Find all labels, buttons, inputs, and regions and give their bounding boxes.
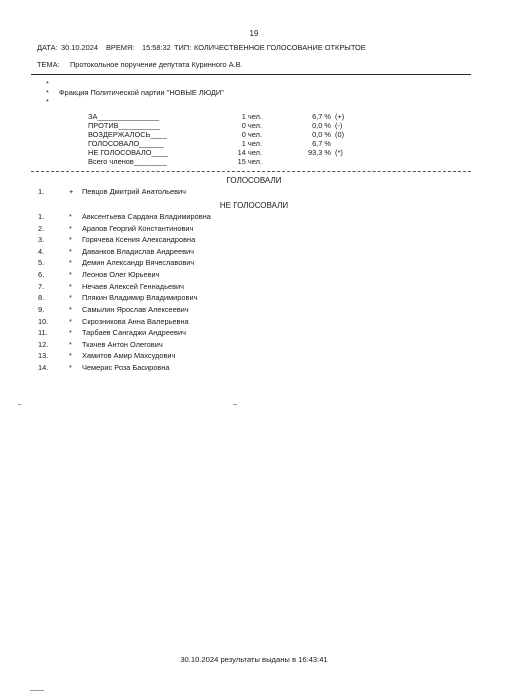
list-item [0, 352, 509, 362]
scan-speck [233, 404, 237, 405]
result-label: ПРОТИВ__________ [88, 121, 160, 130]
list-item-mark: * [69, 235, 72, 244]
list-item [0, 259, 509, 269]
list-item-name: Леонов Олег Юрьевич [82, 270, 160, 279]
list-item-mark: * [69, 340, 72, 349]
list-item-number: 4. [38, 247, 45, 256]
list-item [0, 294, 509, 304]
list-item-name: Арапов Георгий Константинович [82, 224, 194, 233]
list-item-number: 11. [38, 328, 48, 337]
result-count: 0 чел. [241, 130, 262, 139]
list-item-mark: * [69, 328, 72, 337]
list-item [0, 213, 509, 223]
list-item [0, 306, 509, 316]
list-item-mark: * [69, 317, 72, 326]
result-label: Всего членов________ [88, 157, 167, 166]
list-item-name: Тарбаев Сангаджи Андреевич [82, 328, 186, 337]
faction-star-top: * [46, 79, 49, 88]
result-count: 1 чел. [241, 112, 262, 121]
result-mark: (0) [335, 130, 345, 139]
type-value: КОЛИЧЕСТВЕННОЕ ГОЛОСОВАНИЕ ОТКРЫТОЕ [194, 43, 366, 52]
list-item-mark: + [69, 187, 74, 196]
list-item-mark: * [69, 351, 72, 360]
list-item-number: 9. [38, 305, 45, 314]
list-item-number: 13. [38, 351, 49, 360]
list-item-name: Горячева Ксения Александровна [82, 235, 196, 244]
scan-speck [30, 690, 44, 691]
voted-heading: ГОЛОСОВАЛИ [226, 176, 282, 185]
list-item [0, 248, 509, 258]
date-label: ДАТА: [37, 43, 58, 52]
list-item [0, 271, 509, 281]
list-item [0, 188, 509, 198]
list-item-name: Скрозникова Анна Валерьевна [82, 317, 189, 326]
list-item-name: Плякин Владимир Владимирович [82, 293, 198, 302]
list-item-mark: * [69, 212, 72, 221]
list-item-number: 10. [38, 317, 49, 326]
result-label: НЕ ГОЛОСОВАЛО____ [88, 148, 168, 157]
list-item [0, 364, 509, 374]
list-item-name: Демин Александр Вячеславович [82, 258, 195, 267]
result-mark: (+) [335, 112, 345, 121]
result-label: ГОЛОСОВАЛО______ [88, 139, 164, 148]
result-percent: 0,0 % [312, 121, 331, 130]
result-mark: (-) [335, 121, 343, 130]
result-percent: 6,7 % [312, 112, 331, 121]
result-label: ЗА_______________ [88, 112, 160, 121]
type-label: ТИП: [174, 43, 192, 52]
faction-title: Фракция Политической партии "НОВЫЕ ЛЮДИ" [59, 88, 224, 97]
result-percent: 6,7 % [312, 139, 331, 148]
list-item [0, 236, 509, 246]
list-item-name: Нечаев Алексей Геннадьевич [82, 282, 184, 291]
not-voted-heading: НЕ ГОЛОСОВАЛИ [219, 201, 289, 210]
result-label: ВОЗДЕРЖАЛОСЬ____ [88, 130, 167, 139]
theme-label: ТЕМА: [37, 60, 60, 69]
list-item-number: 2. [38, 224, 45, 233]
faction-star-bottom: * [46, 97, 49, 106]
result-mark: (*) [335, 148, 343, 157]
list-item-number: 12. [38, 340, 49, 349]
list-item-mark: * [69, 305, 72, 314]
result-percent: 93,3 % [307, 148, 331, 157]
list-item-number: 1. [38, 212, 45, 221]
scan-speck [18, 404, 21, 405]
list-item [0, 318, 509, 328]
list-item-number: 8. [38, 293, 45, 302]
list-item-name: Самылин Ярослав Алексеевич [82, 305, 189, 314]
list-item-name: Авксентьева Сардана Владимировна [82, 212, 211, 221]
date-value: 30.10.2024 [61, 43, 98, 52]
list-item-mark: * [69, 293, 72, 302]
footer-issued: 30.10.2024 результаты выданы в 16:43:41 [180, 655, 328, 664]
result-count: 15 чел. [237, 157, 262, 166]
list-item-mark: * [69, 247, 72, 256]
result-count: 1 чел. [241, 139, 262, 148]
list-item-name: Ткачев Антон Олегович [82, 340, 163, 349]
list-item-number: 5. [38, 258, 45, 267]
list-item-mark: * [69, 224, 72, 233]
page-number: 19 [249, 29, 259, 38]
results-row [0, 158, 509, 168]
time-label: ВРЕМЯ: [106, 43, 135, 52]
list-item-name: Хамитов Амир Махсудович [82, 351, 176, 360]
list-item-name: Чемерис Роза Басировна [82, 363, 170, 372]
list-item-number: 3. [38, 235, 45, 244]
list-item-number: 6. [38, 270, 45, 279]
result-percent: 0,0 % [312, 130, 331, 139]
theme-value: Протокольное поручение депутата Куринного А.В. [70, 60, 243, 69]
results-rule [31, 171, 471, 172]
faction-star-mid: * [46, 88, 49, 97]
list-item [0, 283, 509, 293]
result-count: 14 чел. [237, 148, 262, 157]
list-item-number: 7. [38, 282, 45, 291]
result-count: 0 чел. [241, 121, 262, 130]
list-item-mark: * [69, 270, 72, 279]
list-item-number: 1. [38, 187, 45, 196]
list-item-mark: * [69, 258, 72, 267]
list-item-mark: * [69, 282, 72, 291]
time-value: 15:58:32 [142, 43, 171, 52]
list-item-mark: * [69, 363, 72, 372]
list-item-name: Даванков Владислав Андреевич [82, 247, 195, 256]
list-item-number: 14. [38, 363, 49, 372]
header-rule [31, 74, 471, 75]
list-item [0, 329, 509, 339]
list-item [0, 225, 509, 235]
list-item [0, 341, 509, 351]
list-item-name: Певцов Дмитрий Анатольевич [82, 187, 186, 196]
